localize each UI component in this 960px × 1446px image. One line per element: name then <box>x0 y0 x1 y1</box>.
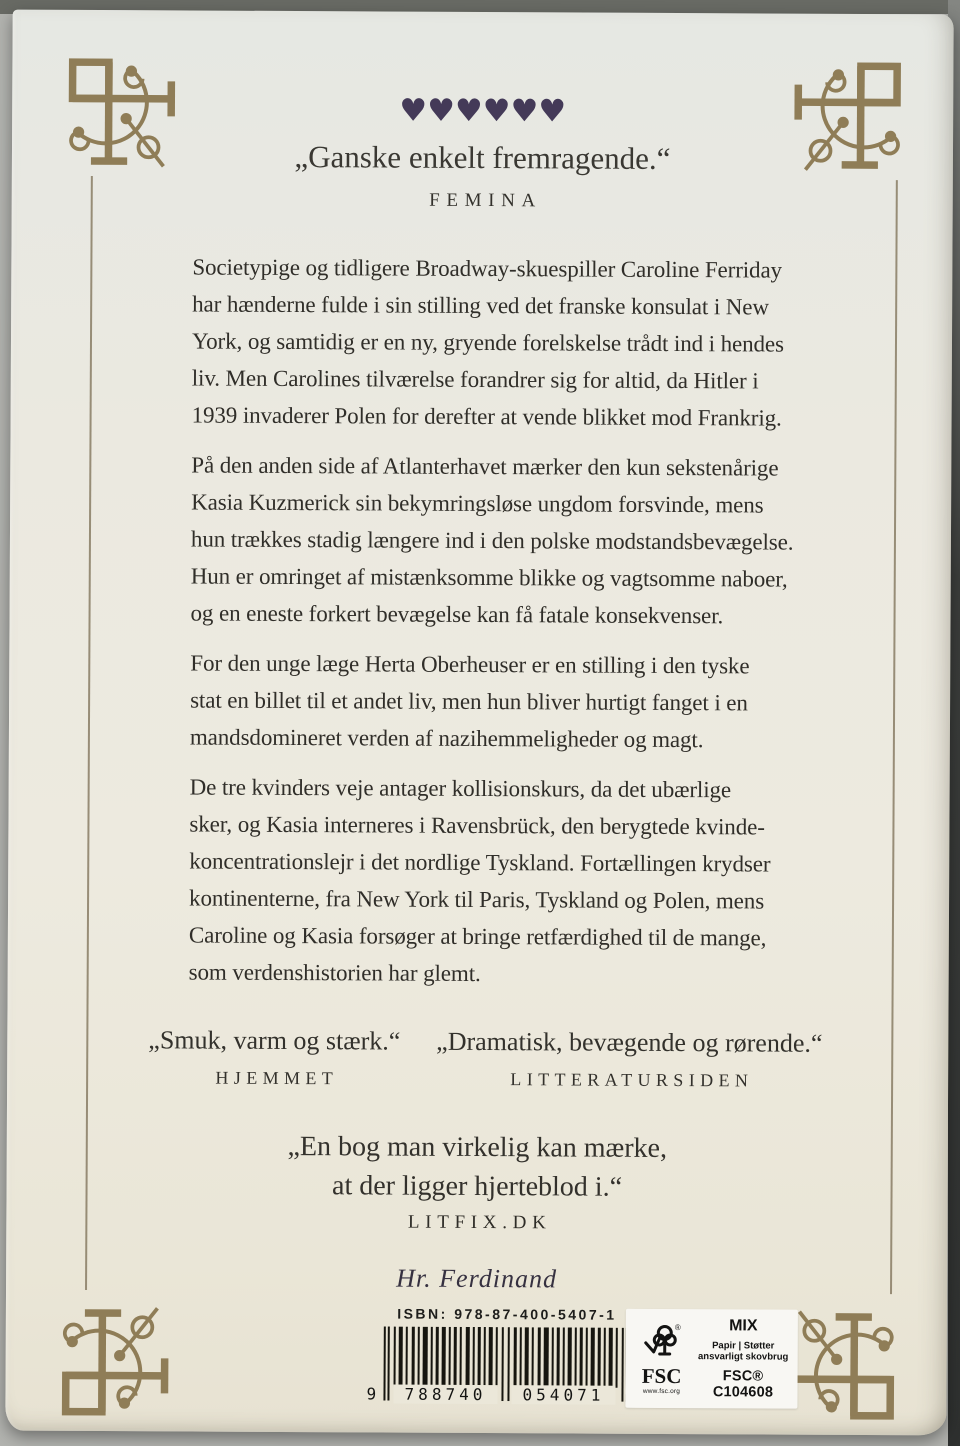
review-right-quote: „Dramatisk, bevægende og rørende.“ <box>436 1026 823 1058</box>
center-review-source: LITFIX.DK <box>407 1211 552 1234</box>
review-left <box>132 1024 416 1090</box>
fsc-text-block <box>693 1317 797 1401</box>
fsc-certification-label <box>625 1309 798 1409</box>
isbn-label: ISBN: 978-87-400-5407-1 <box>397 1305 617 1323</box>
fsc-logo-block <box>625 1322 693 1395</box>
decorative-border-line-right <box>890 180 897 1294</box>
review-left-source: HJEMMET <box>215 1067 339 1089</box>
review-right <box>416 1026 842 1092</box>
isbn-barcode-block <box>366 1305 635 1405</box>
fsc-registered-icon: ® <box>674 1323 681 1333</box>
headline-quote: „Ganske enkelt fremragende.“ <box>294 139 671 176</box>
fsc-description-line2: ansvarligt skovbrug <box>698 1351 789 1363</box>
hearts-rating-icon: ♥♥♥♥♥♥ <box>399 92 567 130</box>
book-back-cover <box>5 10 953 1436</box>
fsc-code: FSC® C104608 <box>712 1368 774 1401</box>
synopsis <box>189 248 873 1007</box>
barcode-digits-group2: 054071 <box>511 1385 615 1405</box>
center-review-quote: „En bog man virkelig kan mærke, at der ligger hjerteblod i.“ <box>287 1131 668 1203</box>
fsc-tree-check-icon <box>642 1322 682 1360</box>
barcode-icon <box>366 1326 631 1405</box>
synopsis-paragraph: For den unge læge Herta Oberheuser er en stilling i den tyske stat en billet til et andet liv, men hun bliver hurtigt fanget i en mandsdomineret verden af nazihemmeligheder og magt. <box>189 650 750 753</box>
barcode-digits-group1: 788740 <box>393 1385 497 1405</box>
fsc-brand: FSC <box>641 1363 682 1389</box>
review-left-quote: „Smuk, varm og stærk.“ <box>148 1025 401 1056</box>
barcode-digits <box>366 1383 631 1405</box>
headline-quote-source: FEMINA <box>429 189 542 212</box>
publisher-name: Hr. Ferdinand <box>396 1263 558 1294</box>
corner-ornament-icon <box>49 1293 175 1419</box>
fsc-mix-label: MIX <box>729 1317 758 1335</box>
fsc-description-line1: Papir | Støtter <box>712 1340 775 1352</box>
barcode-digit-left: 9 <box>366 1384 377 1404</box>
synopsis-paragraph: De tre kvinders veje antager kollisionskurs, da det ubærlige sker, og Kasia interneres i Ravensbrück, den berygtede kvinde- koncentrationslejr i det nordlige Tyskland. Fortællingen krydser kontinenterne, fra New York til Paris, Tyskland og Polen, mens Caroline og Kasia forsøger at bringe retfærdighed til de mange, som verdenshistorien har glemt. <box>188 774 771 987</box>
fsc-url: www.fsc.org <box>642 1387 681 1396</box>
review-right-source: LITTERATURSIDEN <box>510 1069 754 1091</box>
corner-ornament-icon <box>781 1297 907 1423</box>
synopsis-paragraph: På den anden side af Atlanterhavet mærker den kun sekstenårige Kasia Kuzmerick sin bekymringsløse ungdom forsvinde, mens hun trækkes stadig længere ind i den polske modstandsbevægelse. Hun er omringet af mistænksomme blikke og vagtsomme naboer, og en eneste forkert bevægelse kan få fatale konsekvenser. <box>190 452 794 629</box>
decorative-border-line-left <box>85 176 92 1290</box>
synopsis-paragraph: Societypige og tidligere Broadway-skuespiller Caroline Ferriday har hænderne fulde i sin stilling ved det franske konsulat i New York, og samtidig er en ny, gryende forelskelse trådt ind i hendes liv. Men Carolines tilværelse forandrer sig for altid, da Hitler i 1939 invaderer Polen for derefter at vende blikket mod Frankrig. <box>191 254 784 431</box>
review-quotes-row <box>132 1024 842 1092</box>
